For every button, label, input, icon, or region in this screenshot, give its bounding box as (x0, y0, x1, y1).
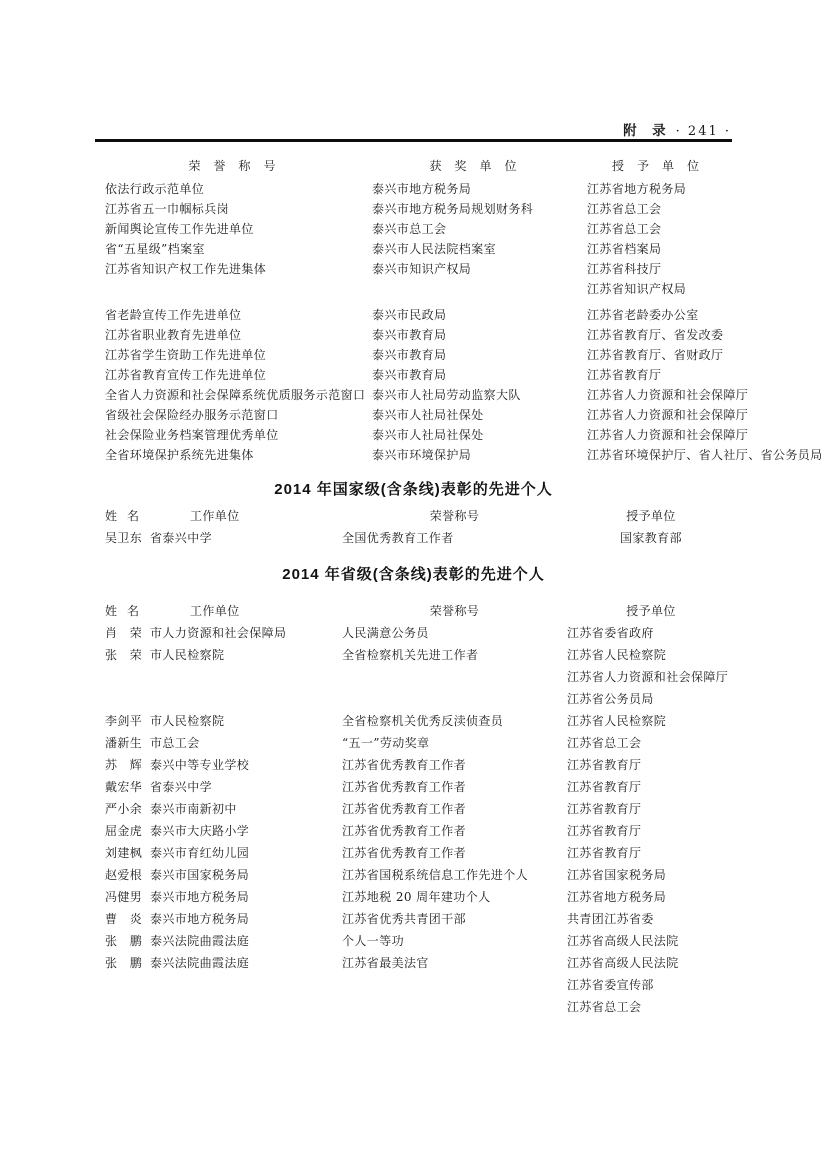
grantor-line: 江苏省教育厅 (567, 802, 642, 816)
table-row (105, 952, 745, 1018)
grantor-line: 江苏省档案局 (587, 242, 662, 256)
honor-cell: 江苏省知识产权工作先进集体 (105, 262, 267, 276)
grantor-cell (567, 527, 735, 549)
grantor-line: 江苏省教育厅、省财政厅 (587, 348, 724, 362)
page-number: · 241 · (675, 124, 731, 139)
honor-cell: 全省环境保护系统先进集体 (105, 448, 254, 462)
winner-cell: 泰兴市人社局社保处 (372, 428, 484, 442)
honor-cell: 省老龄宣传工作先进单位 (105, 308, 242, 322)
person-name-cell: 吴卫东 (105, 531, 143, 545)
person-name-cell: 潘新生 (105, 736, 143, 750)
honor-cell: 江苏省优秀教育工作者 (342, 846, 467, 860)
grantor-line: 江苏省教育厅、省发改委 (587, 328, 724, 342)
grantor-cell (567, 952, 735, 1018)
section-title-provincial: 2014 年省级(含条线)表彰的先进个人 (282, 566, 545, 583)
grantor-cell (587, 445, 823, 465)
honor-cell: 江苏省五一巾帼标兵岗 (105, 202, 230, 216)
table-header-row (105, 155, 745, 177)
winner-cell: 泰兴市知识产权局 (372, 262, 472, 276)
grantor-cell (567, 820, 735, 842)
table-row (105, 930, 745, 952)
table-row (105, 405, 749, 425)
work-unit-cell: 泰兴市南新初中 (150, 802, 237, 816)
grantor-cell (587, 385, 749, 405)
grantor-line: 江苏省地方税务局 (587, 182, 687, 196)
table-row (105, 622, 745, 644)
table-row (105, 199, 745, 219)
name-column-header: 姓名 (105, 509, 150, 523)
work-unit-cell: 省泰兴中学 (150, 531, 213, 545)
grantor-line: 江苏省教育厅 (567, 846, 642, 860)
provincial-individual-awards-table (105, 600, 745, 1018)
grantor-line: 江苏省人力资源和社会保障厅 (567, 670, 729, 684)
page-header (95, 119, 731, 139)
honor-cell: 江苏省国税系统信息工作先进个人 (342, 868, 529, 882)
honor-cell: 社会保险业务档案管理优秀单位 (105, 428, 279, 442)
work-unit-cell: 市人民检察院 (150, 714, 225, 728)
table-row (105, 864, 745, 886)
grantor-line: 江苏省教育厅 (587, 368, 662, 382)
grantor-cell (567, 798, 735, 820)
grantor-line: 江苏省教育厅 (567, 780, 642, 794)
work-unit-cell: 市人民检察院 (150, 648, 225, 662)
name-column-header: 姓名 (105, 604, 150, 618)
table-row (105, 305, 745, 325)
person-name-cell: 张 鹏 (105, 956, 143, 970)
table-header-row (105, 600, 745, 622)
grantor-cell (587, 219, 737, 239)
national-individual-awards-table (105, 505, 745, 549)
table-row (105, 644, 745, 710)
work-unit-cell: 泰兴市大庆路小学 (150, 824, 250, 838)
winner-cell: 泰兴市教育局 (372, 328, 447, 342)
grantor-cell (567, 732, 735, 754)
grantor-line: 江苏省人力资源和社会保障厅 (587, 428, 749, 442)
grantor-cell (567, 776, 735, 798)
grantor-cell (587, 239, 737, 259)
grantor-cell (587, 259, 737, 299)
section-title-national: 2014 年国家级(含条线)表彰的先进个人 (274, 481, 553, 498)
winner-cell: 泰兴市总工会 (372, 222, 447, 236)
honor-cell: 全省检察机关先进工作者 (342, 648, 479, 662)
table-row (105, 842, 745, 864)
grantor-line: 江苏省公务员局 (567, 692, 654, 706)
table-row (105, 325, 745, 345)
table-row (105, 259, 745, 299)
work-unit-cell: 泰兴中等专业学校 (150, 758, 250, 772)
person-name-cell: 屈金虎 (105, 824, 143, 838)
honor-cell: 江苏省职业教育先进单位 (105, 328, 242, 342)
header-rule (95, 139, 732, 142)
table-row (105, 425, 749, 445)
grantor-line: 共青团江苏省委 (567, 912, 654, 926)
table-row (105, 365, 745, 385)
grantor-cell (567, 644, 735, 710)
work-unit-cell: 泰兴市国家税务局 (150, 868, 250, 882)
person-name-cell: 曹 炎 (105, 912, 143, 926)
honor-cell: 江苏省最美法官 (342, 956, 429, 970)
grantor-line: 江苏省教育厅 (567, 824, 642, 838)
table-row (105, 886, 745, 908)
grantor-cell (567, 886, 735, 908)
table-row (105, 820, 745, 842)
honor-column-header: 荣誉称号 (429, 604, 480, 618)
grantor-line: 江苏省高级人民法院 (567, 934, 679, 948)
work-unit-column-header: 工作单位 (190, 604, 240, 618)
winner-cell: 泰兴市地方税务局 (372, 182, 472, 196)
table-row (105, 798, 745, 820)
person-name-cell: 赵爱根 (105, 868, 143, 882)
work-unit-column-header: 工作单位 (190, 509, 240, 523)
grantor-column-header: 授予单位 (626, 509, 676, 523)
unit-awards-table (105, 155, 823, 465)
grantor-line: 江苏省老龄委办公室 (587, 308, 699, 322)
person-name-cell: 严小余 (105, 802, 143, 816)
honor-cell: 江苏省优秀共青团干部 (342, 912, 467, 926)
honor-cell: 全国优秀教育工作者 (342, 531, 454, 545)
grantor-line: 江苏省人民检察院 (567, 648, 667, 662)
person-name-cell: 张 荣 (105, 648, 143, 662)
work-unit-cell: 泰兴法院曲霞法庭 (150, 956, 250, 970)
grantor-cell (587, 325, 737, 345)
honor-cell: 新闻舆论宣传工作先进单位 (105, 222, 254, 236)
grantor-line: 江苏省人民检察院 (567, 714, 667, 728)
winner-cell: 泰兴市教育局 (372, 348, 447, 362)
grantor-cell (587, 365, 737, 385)
grantor-cell (567, 710, 735, 732)
grantor-cell (567, 622, 735, 644)
table-row (105, 179, 745, 199)
grantor-cell (567, 930, 735, 952)
honor-cell: 全省人力资源和社会保障系统优质服务示范窗口 (105, 388, 366, 402)
honor-cell: 江苏省教育宣传工作先进单位 (105, 368, 267, 382)
honor-cell: 江苏省优秀教育工作者 (342, 780, 467, 794)
grantor-cell (587, 305, 737, 325)
winner-cell: 泰兴市人民法院档案室 (372, 242, 497, 256)
grantor-line: 江苏省委宣传部 (567, 978, 654, 992)
table-row (105, 345, 745, 365)
grantor-line: 江苏省委省政府 (567, 626, 654, 640)
table-header-row (105, 505, 745, 527)
grantor-cell (567, 864, 735, 886)
person-name-cell: 苏 辉 (105, 758, 143, 772)
grantor-cell (587, 199, 737, 219)
honor-cell: 省级社会保险经办服务示范窗口 (105, 408, 279, 422)
grantor-cell (587, 425, 749, 445)
work-unit-cell: 省泰兴中学 (150, 780, 213, 794)
table-row (105, 754, 745, 776)
grantor-cell (567, 754, 735, 776)
table-row (105, 239, 745, 259)
winner-cell: 泰兴市地方税务局规划财务科 (372, 202, 534, 216)
table-row (105, 445, 823, 465)
work-unit-cell: 泰兴市地方税务局 (150, 890, 250, 904)
grantor-line: 江苏省高级人民法院 (567, 956, 679, 970)
grantor-line: 江苏省总工会 (587, 222, 662, 236)
person-name-cell: 张 鹏 (105, 934, 143, 948)
winner-cell: 泰兴市人社局社保处 (372, 408, 484, 422)
grantor-line: 江苏省国家税务局 (567, 868, 667, 882)
work-unit-cell: 市总工会 (150, 736, 200, 750)
grantor-line: 江苏省地方税务局 (567, 890, 667, 904)
grantor-line: 江苏省人力资源和社会保障厅 (587, 408, 749, 422)
grantor-column-header: 授予单位 (611, 159, 712, 173)
honor-cell: 江苏省学生资助工作先进单位 (105, 348, 267, 362)
work-unit-cell: 泰兴法院曲霞法庭 (150, 934, 250, 948)
honor-cell: 江苏省优秀教育工作者 (342, 758, 467, 772)
person-name-cell: 肖 荣 (105, 626, 143, 640)
table-row (105, 385, 749, 405)
work-unit-cell: 泰兴市育红幼儿园 (150, 846, 250, 860)
person-name-cell: 冯健男 (105, 890, 143, 904)
winner-cell: 泰兴市民政局 (372, 308, 447, 322)
grantor-line: 江苏省教育厅 (567, 758, 642, 772)
grantor-line: 江苏省科技厅 (587, 262, 662, 276)
table-row (105, 908, 745, 930)
grantor-line: 江苏省环境保护厅、省人社厅、省公务员局 (587, 448, 823, 462)
table-row (105, 527, 745, 549)
person-name-cell: 李剑平 (105, 714, 143, 728)
honor-cell: 江苏地税 20 周年建功个人 (342, 890, 491, 904)
honor-column-header: 荣誉称号 (188, 159, 289, 173)
grantor-cell (567, 842, 735, 864)
grantor-line: 江苏省总工会 (567, 1000, 642, 1014)
work-unit-cell: 市人力资源和社会保障局 (150, 626, 287, 640)
honor-cell: 江苏省优秀教育工作者 (342, 824, 467, 838)
honor-cell: 全省检察机关优秀反渎侦查员 (342, 714, 504, 728)
honor-column-header: 荣誉称号 (429, 509, 480, 523)
person-name-cell: 戴宏华 (105, 780, 143, 794)
appendix-label: 附 录 (623, 123, 667, 138)
grantor-cell (587, 179, 737, 199)
honor-cell: 江苏省优秀教育工作者 (342, 802, 467, 816)
person-name-cell: 刘建枫 (105, 846, 143, 860)
honor-cell: 依法行政示范单位 (105, 182, 205, 196)
grantor-cell (587, 405, 749, 425)
table-row (105, 732, 745, 754)
honor-cell: “五一”劳动奖章 (342, 736, 430, 750)
grantor-cell (567, 908, 735, 930)
table-row (105, 710, 745, 732)
table-row (105, 219, 745, 239)
grantor-line: 江苏省知识产权局 (587, 282, 687, 296)
grantor-line: 江苏省总工会 (587, 202, 662, 216)
grantor-line: 国家教育部 (619, 531, 682, 545)
grantor-line: 江苏省人力资源和社会保障厅 (587, 388, 749, 402)
winner-column-header: 获奖单位 (429, 159, 530, 173)
honor-cell: 人民满意公务员 (342, 626, 429, 640)
winner-cell: 泰兴市人社局劳动监察大队 (372, 388, 521, 402)
grantor-column-header: 授予单位 (626, 604, 676, 618)
grantor-cell (587, 345, 737, 365)
work-unit-cell: 泰兴市地方税务局 (150, 912, 250, 926)
honor-cell: 省“五星级”档案室 (105, 242, 205, 256)
winner-cell: 泰兴市教育局 (372, 368, 447, 382)
honor-cell: 个人一等功 (342, 934, 405, 948)
table-row (105, 776, 745, 798)
grantor-line: 江苏省总工会 (567, 736, 642, 750)
winner-cell: 泰兴市环境保护局 (372, 448, 472, 462)
